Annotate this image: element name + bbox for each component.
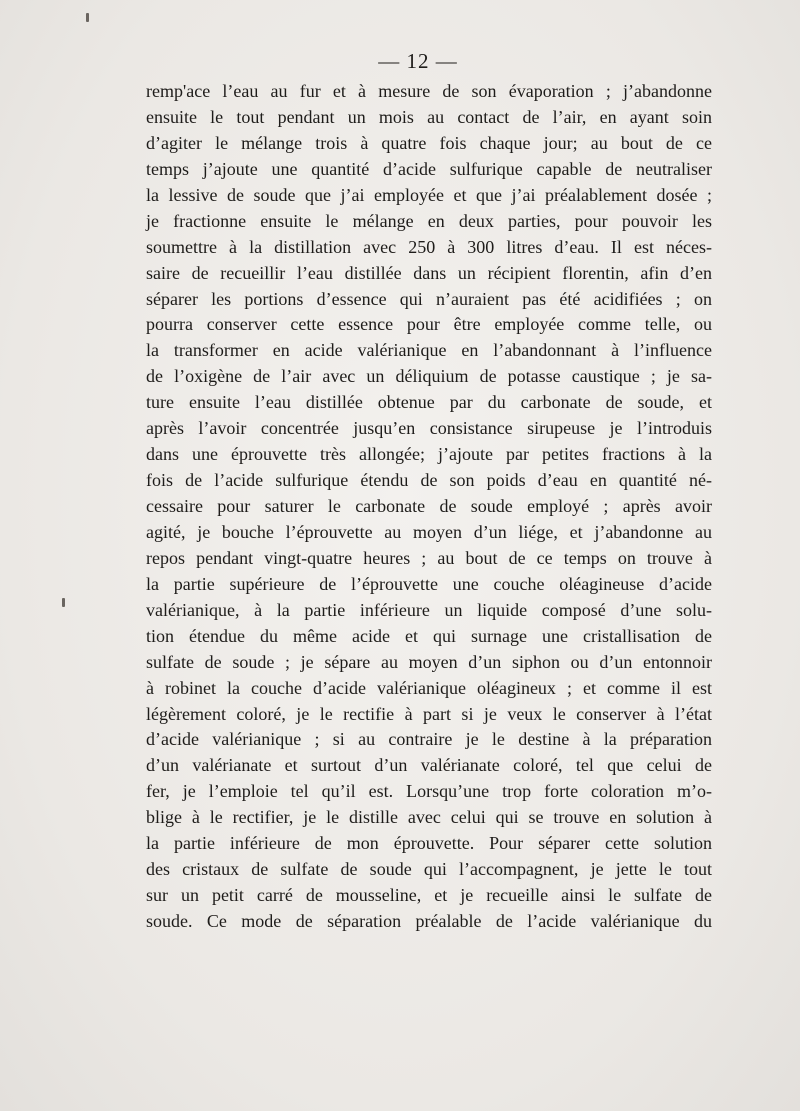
text-line: sur un petit carré de mousseline, et je recueille ainsi le sulfate de bbox=[146, 885, 712, 906]
text-line: séparer les portions d’essence qui n’auraient pas été acidifiées ; on bbox=[146, 288, 712, 309]
text-line: cessaire pour saturer le carbonate de soude employé ; après avoir bbox=[146, 496, 712, 516]
text-line: pourra conserver cette essence pour être employée comme telle, ou bbox=[146, 314, 712, 335]
body-text bbox=[146, 79, 712, 935]
text-line: fois de l’acide sulfurique étendu de son poids d’eau en quantité né- bbox=[146, 470, 712, 491]
text-line: après l’avoir concentrée jusqu’en consistance sirupeuse je l’introduis bbox=[146, 418, 712, 439]
text-line: ture ensuite l’eau distillée obtenue par du carbonate de soude, et bbox=[146, 392, 712, 413]
text-line: temps j’ajoute une quantité d’acide sulfurique capable de neutraliser bbox=[146, 158, 712, 179]
text-line: la transformer en acide valérianique en l’abandonnant à l’influence bbox=[146, 340, 712, 361]
text-line: la lessive de soude que j’ai employée et que j’ai préalablement dosée ; bbox=[146, 184, 712, 205]
text-line: soumettre à la distillation avec 250 à 300 litres d’eau. Il est néces- bbox=[146, 236, 712, 257]
text-line: tion étendue du même acide et qui surnage une cristallisation de bbox=[146, 625, 712, 646]
text-line: valérianique, à la partie inférieure un liquide composé d’une solu- bbox=[146, 599, 712, 620]
text-line: des cristaux de sulfate de soude qui l’accompagnent, je jette le tout bbox=[146, 859, 712, 880]
text-line: blige à le rectifier, je le distille avec celui qui se trouve en solution à bbox=[146, 807, 712, 828]
text-line: sulfate de soude ; je sépare au moyen d’un siphon ou d’un entonnoir bbox=[146, 651, 712, 672]
text-line: de l’oxigène de l’air avec un déliquium de potasse caustique ; je sa- bbox=[146, 366, 712, 387]
text-line: soude. Ce mode de séparation préalable de l’acide valérianique du bbox=[146, 911, 712, 931]
text-line: remp'ace l’eau au fur et à mesure de son évaporation ; j’abandonne bbox=[146, 81, 712, 101]
text-line: je fractionne ensuite le mélange en deux parties, pour pouvoir les bbox=[146, 210, 712, 231]
margin-speck bbox=[86, 13, 89, 22]
text-line: ensuite le tout pendant un mois au contact de l’air, en ayant soin bbox=[146, 106, 712, 127]
text-line: la partie inférieure de mon éprouvette. Pour séparer cette solution bbox=[146, 833, 712, 854]
text-line: repos pendant vingt-quatre heures ; au bout de ce temps on trouve à bbox=[146, 547, 712, 568]
text-line: agité, je bouche l’éprouvette au moyen d’un liége, et j’abandonne au bbox=[146, 521, 712, 542]
text-line: la partie supérieure de l’éprouvette une couche oléagineuse d’acide bbox=[146, 573, 712, 594]
text-line: d’acide valérianique ; si au contraire je le destine à la préparation bbox=[146, 729, 712, 750]
text-line: à robinet la couche d’acide valérianique oléagineux ; et comme il est bbox=[146, 677, 712, 698]
text-line: d’agiter le mélange trois à quatre fois chaque jour; au bout de ce bbox=[146, 132, 712, 153]
margin-speck bbox=[62, 598, 65, 607]
text-line: d’un valérianate et surtout d’un valérianate coloré, tel que celui de bbox=[146, 755, 712, 776]
text-line: dans une éprouvette très allongée; j’ajoute par petites fractions à la bbox=[146, 444, 712, 465]
page-number: — 12 — bbox=[378, 49, 458, 73]
text-line: saire de recueillir l’eau distillée dans un récipient florentin, afin d’en bbox=[146, 262, 712, 283]
text-line: fer, je l’emploie tel qu’il est. Lorsqu’une trop forte coloration m’o- bbox=[146, 781, 712, 802]
text-line: légèrement coloré, je le rectifie à part si je veux le conserver à l’état bbox=[146, 703, 712, 724]
